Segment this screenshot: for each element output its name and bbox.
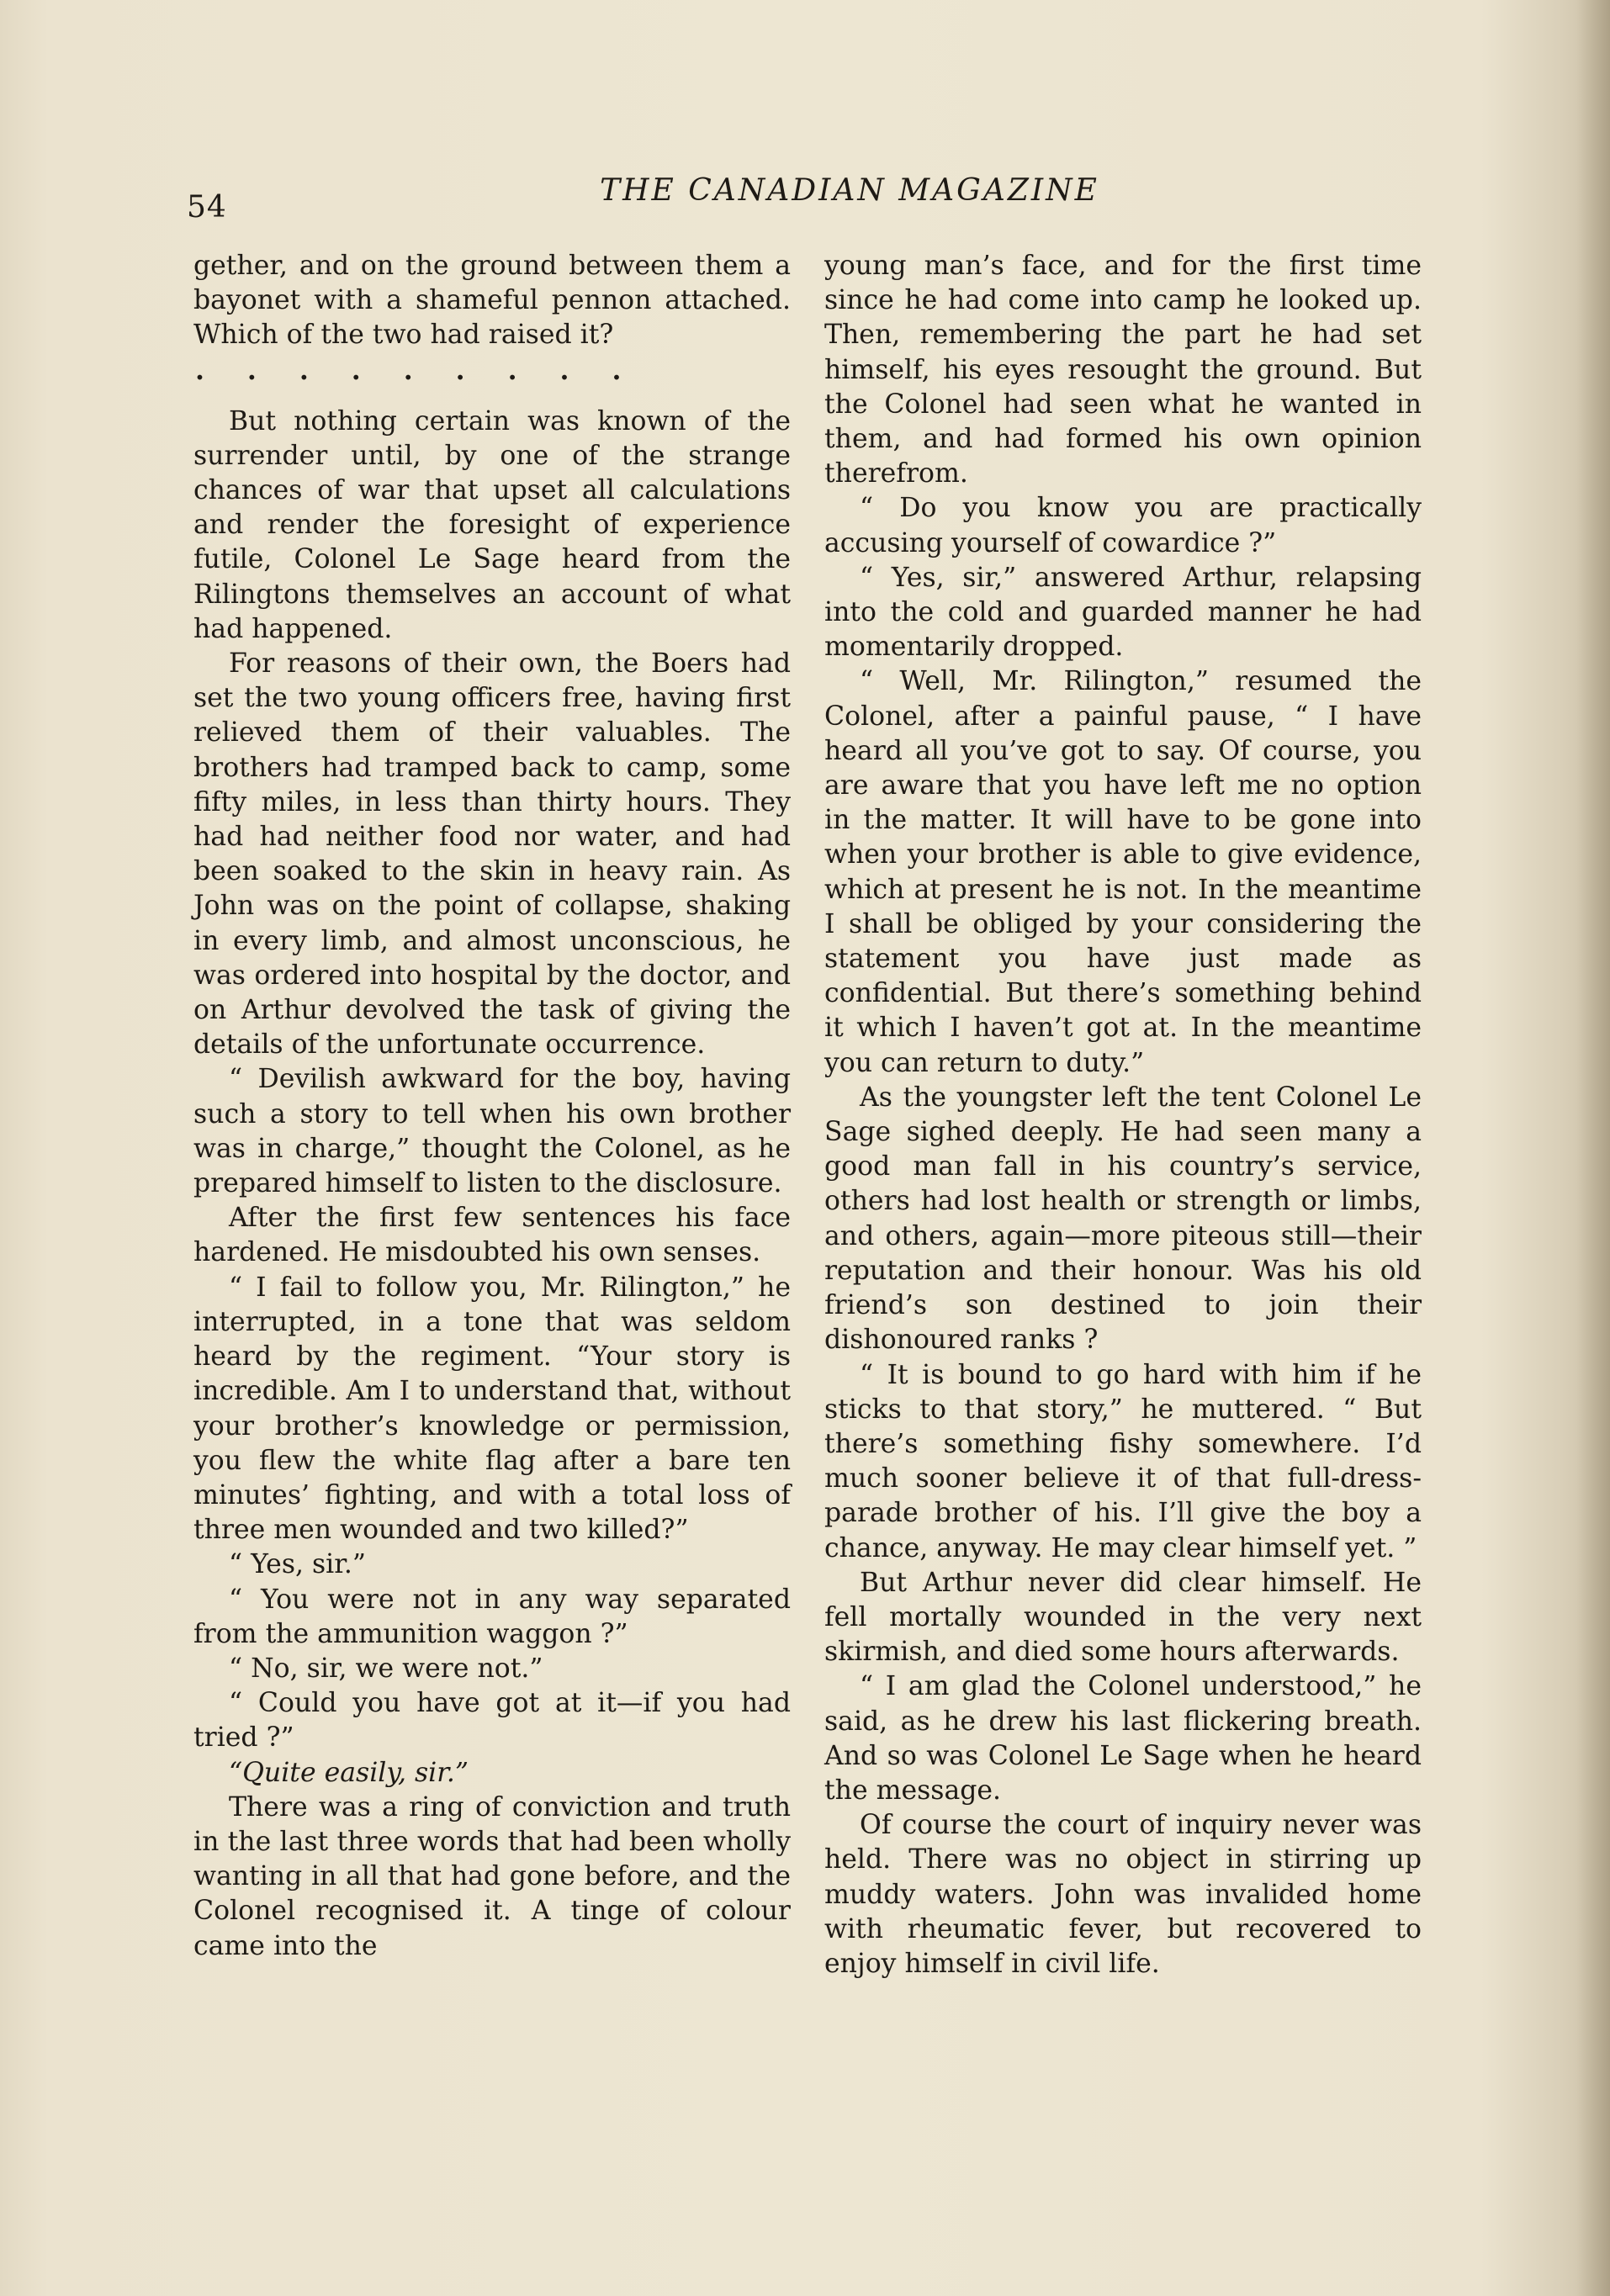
page-edge-shadow xyxy=(1576,0,1610,2296)
left-column xyxy=(193,249,791,1964)
paragraph: After the first few sentences his face hardened. He misdoubted his own senses. xyxy=(193,1203,791,1268)
paragraph: Of course the court of inquiry never was held. There was no object in stirring up muddy waters. John was invalided home with rheumatic fever, but recovered to enjoy himself in civil life. xyxy=(824,1810,1422,1979)
paragraph: “ It is bound to go hard with him if he sticks to that story,” he muttered. “ But there’s something fishy somewhere. I’d much sooner believe it of that full-dress-parade brother of his. I’ll give the boy a chance, anyway. He may clear himself yet. ” xyxy=(824,1359,1422,1563)
paragraph: “ You were not in any way separated from the ammunition waggon ?” xyxy=(193,1584,791,1649)
paragraph: As the youngster left the tent Colonel Le Sage sighed deeply. He had seen many a good man fall in his country’s service, others had lost health or strength or limbs, and others, again—more piteous still—their reputation and their honour. Was his old friend’s son destined to join their dishonoured ranks ? xyxy=(824,1082,1422,1356)
paragraph: But nothing certain was known of the surrender until, by one of the strange chances of war that upset all calculations and render the foresight of experience futile, Colonel Le Sage heard from the Rilingtons themselves an account of what had happened. xyxy=(193,405,791,644)
right-column xyxy=(824,249,1422,1981)
page-number: 54 xyxy=(187,190,227,225)
paragraph: “ Well, Mr. Rilington,” resumed the Colonel, after a painful pause, “ I have heard all you’ve got to say. Of course, you are aware that you have left me no option in the matter. It will have to be gone into when your brother is able to give evidence, which at present he is not. In the meantime I shall be obliged by your considering the statement you have just made as confidential. But there’s something behind it which I haven’t got at. In the meantime you can return to duty.” xyxy=(824,666,1422,1078)
paragraph: “ I fail to follow you, Mr. Rilington,” he interrupted, in a tone that was seldom heard by the regiment. “Your story is incredible. Am I to understand that, without your brother’s knowledge or permission, you flew the white flag after a bare ten minutes’ fighting, and with a total loss of three men wounded and two killed?” xyxy=(193,1272,791,1546)
section-break-dots: . . . . . . . . . xyxy=(195,354,622,386)
paragraph: “ Do you know you are practically accusing yourself of cowardice ?” xyxy=(824,493,1422,558)
paragraph: “ Devilish awkward for the boy, having such a story to tell when his own brother was in charge,” thought the Colonel, as he prepared himself to listen to the disclosure. xyxy=(193,1064,791,1199)
paragraph: “ Yes, sir,” answered Arthur, relapsing into the cold and guarded manner he had momentarily dropped. xyxy=(824,562,1422,663)
paragraph-italic: “Quite easily, sir.” xyxy=(229,1757,469,1788)
paragraph: “ Could you have got at it—if you had tried ?” xyxy=(193,1688,791,1754)
paragraph: gether, and on the ground between them a bayonet with a shameful pennon attached. Which of the two had raised it? xyxy=(193,251,791,351)
paragraph: “ No, sir, we were not.” xyxy=(229,1653,543,1684)
running-title: THE CANADIAN MAGAZINE xyxy=(600,173,1099,208)
paragraph: “ Yes, sir.” xyxy=(229,1549,366,1580)
paragraph: young man’s face, and for the first time since he had come into camp he looked up. Then, remembering the part he had set himself, his eyes resought the ground. But the Colonel had seen what he wanted in them, and had formed his own opinion therefrom. xyxy=(824,251,1422,489)
paragraph: “ I am glad the Colonel understood,” he said, as he drew his last flickering breath. And so was Colonel Le Sage when he heard the message. xyxy=(824,1671,1422,1806)
paragraph: But Arthur never did clear himself. He fell mortally wounded in the very next skirmish, and died some hours afterwards. xyxy=(824,1567,1422,1668)
paragraph: For reasons of their own, the Boers had set the two young officers free, having first relieved them of their valuables. The brothers had tramped back to camp, some fifty miles, in less than thirty hours. They had had neither food nor water, and had been soaked to the skin in heavy rain. As John was on the point of collapse, shaking in every limb, and almost unconscious, he was ordered into hospital by the doctor, and on Arthur devolved the task of giving the details of the unfortunate occurrence. xyxy=(193,648,791,1061)
paragraph: There was a ring of conviction and truth in the last three words that had been wholly wanting in all that had gone before, and the Colonel recognised it. A tinge of colour came into the xyxy=(193,1791,791,1961)
spacer xyxy=(193,388,791,405)
